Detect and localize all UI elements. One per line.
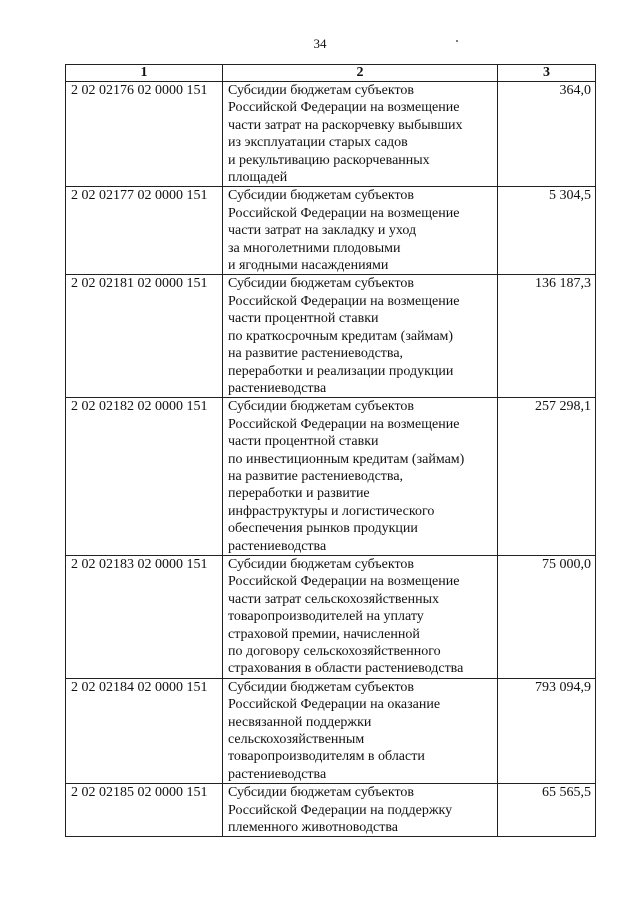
item-description: Субсидии бюджетам субъектов Российской Федерации на оказание несвязанной поддержки сельскохозяйственным товаропроизводителям в области растениеводства bbox=[223, 678, 498, 783]
header-col-3: 3 bbox=[498, 65, 596, 82]
amount: 65 565,5 bbox=[498, 784, 596, 837]
table-row bbox=[66, 275, 596, 398]
budget-code: 2 02 02183 02 0000 151 bbox=[66, 555, 223, 678]
amount: 5 304,5 bbox=[498, 187, 596, 275]
item-description: Субсидии бюджетам субъектов Российской Федерации на возмещение части затрат сельскохозяйственных товаропроизводителей на уплату страховой премии, начисленной по договору сельскохозяйственного страхования в области растениеводства bbox=[223, 555, 498, 678]
budget-table bbox=[65, 64, 596, 837]
budget-code: 2 02 02176 02 0000 151 bbox=[66, 82, 223, 187]
table-row bbox=[66, 784, 596, 837]
header-col-2: 2 bbox=[223, 65, 498, 82]
amount: 75 000,0 bbox=[498, 555, 596, 678]
budget-code: 2 02 02185 02 0000 151 bbox=[66, 784, 223, 837]
table-row bbox=[66, 555, 596, 678]
table-row bbox=[66, 82, 596, 187]
amount: 257 298,1 bbox=[498, 398, 596, 556]
table-row bbox=[66, 398, 596, 556]
page-number: 34 bbox=[313, 36, 327, 51]
amount: 136 187,3 bbox=[498, 275, 596, 398]
table-row bbox=[66, 678, 596, 783]
header-col-1: 1 bbox=[66, 65, 223, 82]
item-description: Субсидии бюджетам субъектов Российской Федерации на возмещение части затрат на раскорчевку выбывших из эксплуатации старых садов и рекультивацию раскорчеванных площадей bbox=[223, 82, 498, 187]
budget-code: 2 02 02177 02 0000 151 bbox=[66, 187, 223, 275]
item-description: Субсидии бюджетам субъектов Российской Федерации на поддержку племенного животноводства bbox=[223, 784, 498, 837]
budget-code: 2 02 02182 02 0000 151 bbox=[66, 398, 223, 556]
table-header-row bbox=[66, 65, 596, 82]
item-description: Субсидии бюджетам субъектов Российской Федерации на возмещение части процентной ставки по краткосрочным кредитам (займам) на развитие растениеводства, переработки и реализации продукции растениеводства bbox=[223, 275, 498, 398]
amount: 793 094,9 bbox=[498, 678, 596, 783]
table-row bbox=[66, 187, 596, 275]
amount: 364,0 bbox=[498, 82, 596, 187]
budget-code: 2 02 02184 02 0000 151 bbox=[66, 678, 223, 783]
item-description: Субсидии бюджетам субъектов Российской Федерации на возмещение части затрат на закладку и уход за многолетними плодовыми и ягодными насаждениями bbox=[223, 187, 498, 275]
scan-speck bbox=[456, 40, 458, 42]
item-description: Субсидии бюджетам субъектов Российской Федерации на возмещение части процентной ставки по инвестиционным кредитам (займам) на развитие растениеводства, переработки и развитие инфраструктуры и логистического обеспечения рынков продукции растениеводства bbox=[223, 398, 498, 556]
budget-code: 2 02 02181 02 0000 151 bbox=[66, 275, 223, 398]
